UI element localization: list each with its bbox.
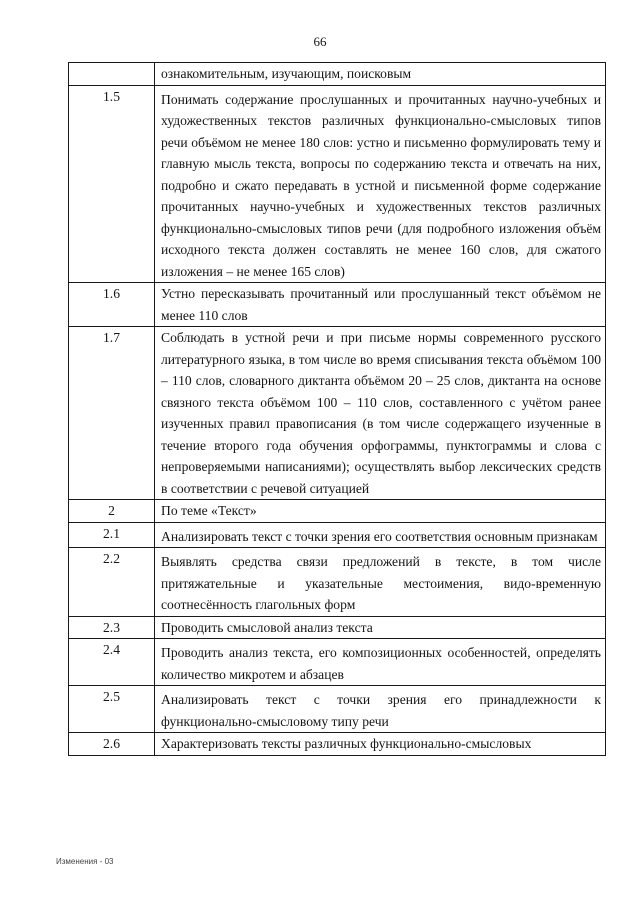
row-text: По теме «Текст» bbox=[155, 500, 606, 523]
requirements-table bbox=[68, 62, 606, 756]
row-number: 2.5 bbox=[69, 686, 155, 733]
table-row bbox=[69, 616, 606, 639]
row-text: ознакомительным, изучающим, поисковым bbox=[155, 63, 606, 86]
row-text: Анализировать текст с точки зрения его принадлежности к функционально-смысловому типу речи bbox=[155, 686, 606, 733]
row-number: 1.7 bbox=[69, 327, 155, 500]
footer-revision-note: Изменения - 03 bbox=[56, 857, 114, 866]
table-row bbox=[69, 327, 606, 500]
row-text: Соблюдать в устной речи и при письме нормы современного русского литературного языка, в том числе во время списывания текста объёмом 100 – 110 слов, словарного диктанта объёмом 20 – 25 слов, диктанта на основе связного текста объёмом 100 – 110 слов, составленного с учётом ранее изученных правил правописания (в том числе содержащего изученные в течение второго года обучения орфограммы, пунктограммы и слова с непроверяемыми написаниями); осуществлять выбор лексических средств в соответствии с речевой ситуацией bbox=[155, 327, 606, 500]
page-number: 66 bbox=[313, 34, 327, 49]
table-row bbox=[69, 85, 606, 283]
row-number bbox=[69, 63, 155, 86]
row-text: Выявлять средства связи предложений в тексте, в том числе притяжательные и указательные местоимения, видо-временную соотнесённость глагольных форм bbox=[155, 548, 606, 617]
row-text: Проводить смысловой анализ текста bbox=[155, 616, 606, 639]
row-number: 1.5 bbox=[69, 85, 155, 283]
table-row bbox=[69, 639, 606, 686]
row-number: 2.1 bbox=[69, 522, 155, 548]
table-row bbox=[69, 686, 606, 733]
row-number: 2 bbox=[69, 500, 155, 523]
row-number: 2.6 bbox=[69, 733, 155, 756]
table-row bbox=[69, 733, 606, 756]
row-number: 2.3 bbox=[69, 616, 155, 639]
row-number: 2.2 bbox=[69, 548, 155, 617]
table-row bbox=[69, 283, 606, 327]
table-row bbox=[69, 522, 606, 548]
table-row bbox=[69, 548, 606, 617]
row-number: 2.4 bbox=[69, 639, 155, 686]
row-text: Устно пересказывать прочитанный или прослушанный текст объёмом не менее 110 слов bbox=[155, 283, 606, 327]
row-number: 1.6 bbox=[69, 283, 155, 327]
row-text: Проводить анализ текста, его композиционных особенностей, определять количество микротем и абзацев bbox=[155, 639, 606, 686]
row-text: Анализировать текст с точки зрения его соответствия основным признакам bbox=[155, 522, 606, 548]
table-row bbox=[69, 63, 606, 86]
row-text: Понимать содержание прослушанных и прочитанных научно-учебных и художественных текстов различных функционально-смысловых типов речи объёмом не менее 180 слов: устно и письменно формулировать тему и главную мысль текста, вопросы по содержанию текста и отвечать на них, подробно и сжато передавать в устной и письменной форме содержание прочитанных научно-учебных и художественных текстов различных функционально-смысловых типов речи (для подробного изложения объём исходного текста должен составлять не менее 160 слов, для сжатого изложения – не менее 165 слов) bbox=[155, 85, 606, 283]
table-row bbox=[69, 500, 606, 523]
row-text: Характеризовать тексты различных функционально-смысловых bbox=[155, 733, 606, 756]
